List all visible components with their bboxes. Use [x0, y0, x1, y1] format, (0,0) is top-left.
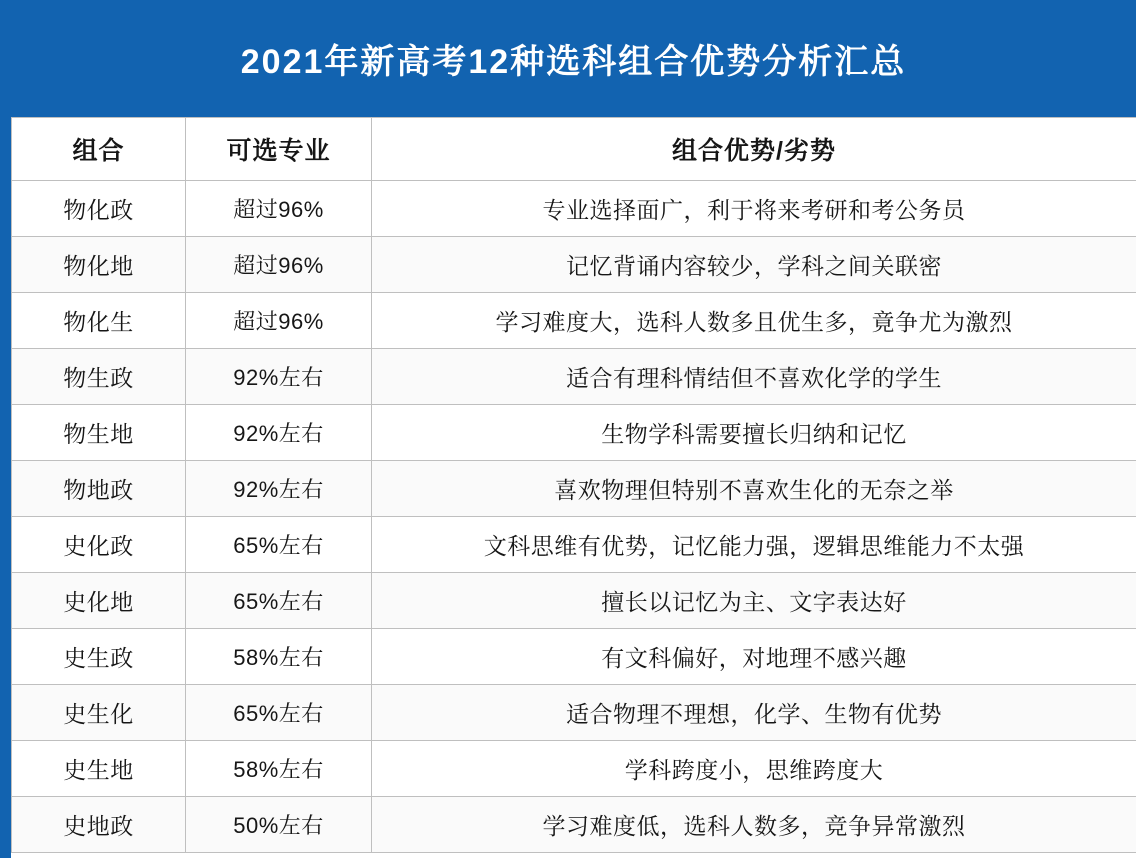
- subject-combination-table: [11, 117, 1136, 853]
- cell-combination: 物化生: [12, 293, 186, 349]
- table-row: [12, 629, 1136, 685]
- cell-combination: 史化政: [12, 517, 186, 573]
- page-title: 2021年新高考12种选科组合优势分析汇总: [240, 43, 907, 81]
- cell-majors: 92%左右: [186, 461, 372, 517]
- cell-majors: 65%左右: [186, 517, 372, 573]
- table-row: [12, 461, 1136, 517]
- column-header-combination: 组合: [12, 118, 186, 181]
- table-row: [12, 181, 1136, 237]
- table-row: [12, 685, 1136, 741]
- table-body: [12, 181, 1136, 853]
- column-header-advantages: 组合优势/劣势: [372, 118, 1136, 181]
- cell-majors: 92%左右: [186, 405, 372, 461]
- cell-majors: 58%左右: [186, 629, 372, 685]
- cell-combination: 物化政: [12, 181, 186, 237]
- cell-majors: 65%左右: [186, 685, 372, 741]
- table-header-row: [12, 118, 1136, 181]
- document-content: [11, 0, 1136, 858]
- title-banner: [11, 0, 1136, 117]
- table-row: [12, 405, 1136, 461]
- cell-combination: 物生政: [12, 349, 186, 405]
- cell-advantages: 学习难度低，选科人数多，竞争异常激烈: [372, 797, 1136, 853]
- cell-advantages: 适合物理不理想，化学、生物有优势: [372, 685, 1136, 741]
- cell-advantages: 学习难度大，选科人数多且优生多，竟争尤为激烈: [372, 293, 1136, 349]
- table-row: [12, 349, 1136, 405]
- cell-combination: 物地政: [12, 461, 186, 517]
- cell-advantages: 擅长以记忆为主、文字表达好: [372, 573, 1136, 629]
- cell-majors: 超过96%: [186, 181, 372, 237]
- cell-advantages: 记忆背诵内容较少，学科之间关联密: [372, 237, 1136, 293]
- cell-advantages: 学科跨度小，思维跨度大: [372, 741, 1136, 797]
- cell-advantages: 专业选择面广，利于将来考研和考公务员: [372, 181, 1136, 237]
- cell-combination: 史地政: [12, 797, 186, 853]
- cell-advantages: 有文科偏好，对地理不感兴趣: [372, 629, 1136, 685]
- cell-advantages: 适合有理科情结但不喜欢化学的学生: [372, 349, 1136, 405]
- table-row: [12, 517, 1136, 573]
- cell-advantages: 文科思维有优势，记忆能力强，逻辑思维能力不太强: [372, 517, 1136, 573]
- cell-majors: 65%左右: [186, 573, 372, 629]
- cell-majors: 超过96%: [186, 237, 372, 293]
- cell-majors: 58%左右: [186, 741, 372, 797]
- cell-combination: 史生化: [12, 685, 186, 741]
- table-row: [12, 797, 1136, 853]
- left-accent-bar: [0, 0, 11, 858]
- cell-combination: 物化地: [12, 237, 186, 293]
- cell-advantages: 生物学科需要擅长归纳和记忆: [372, 405, 1136, 461]
- column-header-majors: 可选专业: [186, 118, 372, 181]
- table-row: [12, 293, 1136, 349]
- cell-majors: 92%左右: [186, 349, 372, 405]
- table-header: [12, 118, 1136, 181]
- cell-majors: 超过96%: [186, 293, 372, 349]
- table-row: [12, 573, 1136, 629]
- table-row: [12, 237, 1136, 293]
- cell-combination: 物生地: [12, 405, 186, 461]
- cell-advantages: 喜欢物理但特别不喜欢生化的无奈之举: [372, 461, 1136, 517]
- cell-majors: 50%左右: [186, 797, 372, 853]
- cell-combination: 史生地: [12, 741, 186, 797]
- cell-combination: 史化地: [12, 573, 186, 629]
- table-row: [12, 741, 1136, 797]
- cell-combination: 史生政: [12, 629, 186, 685]
